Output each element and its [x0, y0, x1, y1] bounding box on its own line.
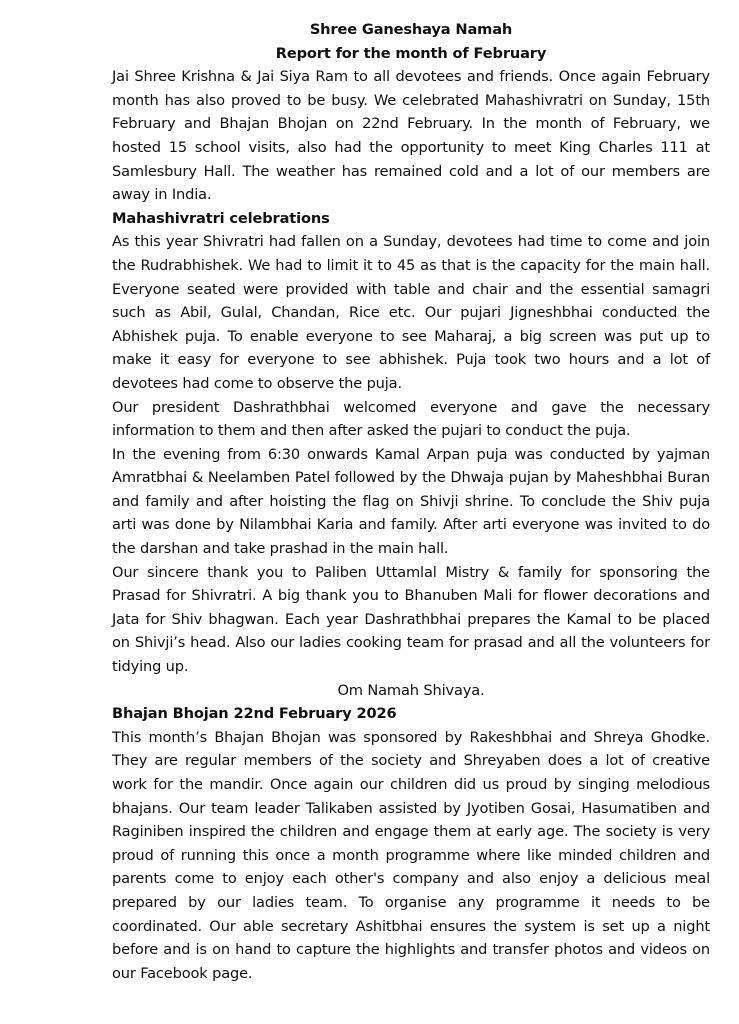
- om-namah-shivaya: Om Namah Shivaya.: [337, 681, 485, 699]
- bhajan-bhojan-paragraph: This month’s Bhajan Bhojan was sponsored by Rakeshbhai and Shreya Ghodke. They are regular members of the society and Shreyaben does a lot of creative work for the mandir. Once again our children did us proud by singing melodious bhajans. Our team leader Talikaben assisted by Jyotiben Gosai, Hasumatiben and Raginiben inspired the children and engage them at early age. The society is very proud of running this once a month programme where like minded children and parents come to enjoy each other's company and also enjoy a delicious meal prepared by our ladies team. To organise any programme it needs to be coordinated. Our able secretary Ashitbhai ensures the system is set up a night before and is on hand to capture the highlights and transfer photos and videos on our Facebook page.: [112, 728, 710, 982]
- mahashivratri-paragraph-1: As this year Shivratri had fallen on a Sunday, devotees had time to come and join the Rudrabhishek. We had to limit it to 45 as that is the capacity for the main hall. Everyone seated were provided with table and chair and the essential samagri such as Abil, Gulal, Chandan, Rice etc. Our pujari Jigneshbhai conducted the Abhishek puja. To enable everyone to see Maharaj, a big screen was put up to make it easy for everyone to see abhishek. Puja took two hours and a lot of devotees had come to observe the puja.: [112, 233, 710, 392]
- report-title: Report for the month of February: [275, 44, 547, 62]
- invocation-title: Shree Ganeshaya Namah: [309, 21, 513, 38]
- mahashivratri-paragraph-2: Our president Dashrathbhai welcomed everyone and gave the necessary information to them and then after asked the pujari to conduct the puja.: [112, 398, 710, 440]
- intro-paragraph: Jai Shree Krishna & Jai Siya Ram to all devotees and friends. Once again February month has also proved to be busy. We celebrated Mahashivratri on Sunday, 15th February and Bhajan Bhojan on 22nd February. In the month of February, we hosted 15 school visits, also had the opportunity to meet King Charles 111 at Samlesbury Hall. The weather has remained cold and a lot of our members are away in India.: [112, 68, 710, 204]
- mahashivratri-heading: Mahashivratri celebrations: [112, 209, 330, 227]
- mahashivratri-paragraph-3: In the evening from 6:30 onwards Kamal Arpan puja was conducted by yajman Amratbhai & Neelamben Patel followed by the Dhwaja pujan by Maheshbhai Buran and family and after hoisting the flag on Shivji shrine. To conclude the Shiv puja arti was done by Nilambhai Karia and family. After arti everyone was invited to do the darshan and take prashad in the main hall.: [112, 445, 710, 558]
- report-body: [112, 18, 710, 985]
- bhajan-bhojan-heading: Bhajan Bhojan 22nd February 2026: [112, 705, 397, 723]
- mahashivratri-paragraph-4: Our sincere thank you to Paliben Uttamlal Mistry & family for sponsoring the Prasad for Shivratri. A big thank you to Bhanuben Mali for flower decorations and Jata for Shiv bhagwan. Each year Dashrathbhai prepares the Kamal to be placed on Shivji’s head. Also our ladies cooking team for prasad and all the volunteers for tidying up.: [112, 563, 710, 676]
